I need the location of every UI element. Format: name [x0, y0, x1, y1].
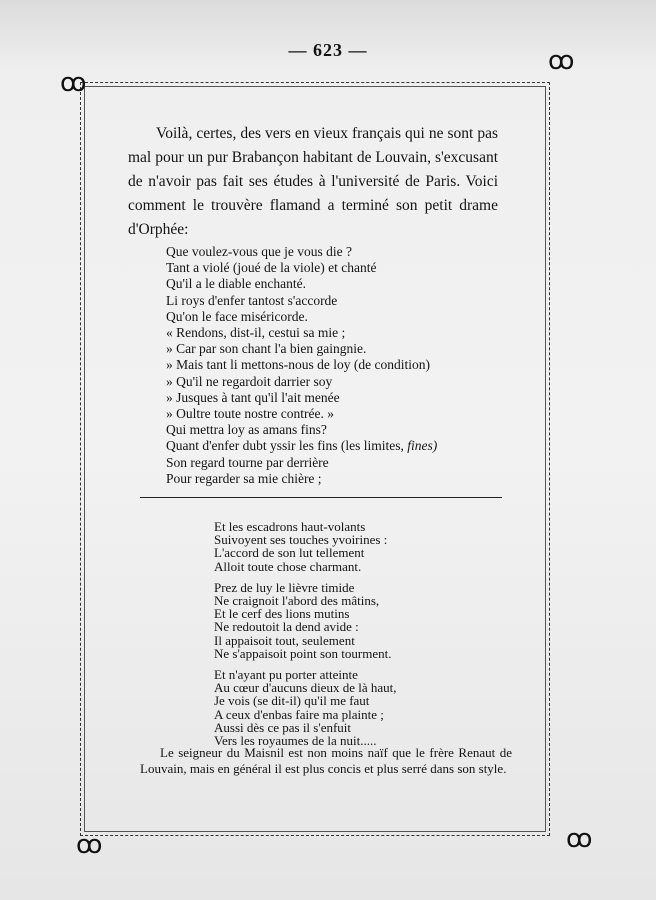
verse-line: A ceux d'enbas faire ma plainte ; [214, 706, 384, 722]
verse-line: Vers les royaumes de la nuit..... [214, 733, 377, 749]
verse-line: Alloit toute chose charmant. [214, 558, 362, 574]
section-divider [140, 497, 502, 498]
verse-line-text: Quant d'enfer dubt yssir les fins (les limites, [166, 438, 404, 454]
verse-gloss-italic: fines) [407, 438, 438, 454]
verse-maisnil [214, 520, 474, 755]
verse-line: » Jusques à tant qu'il l'ait menée [166, 389, 340, 405]
verse-line: Son regard tourne par derrière [166, 454, 329, 470]
verse-line: Tant a violé (joué de la viole) et chanté [166, 260, 377, 276]
page-number: — 623 — [288, 40, 368, 60]
verse-line: Ne s'appaisoit point son tourment. [214, 645, 392, 661]
verse-line: Au cœur d'aucuns dieux de là haut, [214, 680, 397, 696]
verse-line: » Car par son chant l'a bien gaingnie. [166, 341, 367, 357]
corner-ornament-top-left: ꝏ [60, 68, 87, 98]
intro-paragraph [128, 122, 498, 242]
closing-paragraph [140, 745, 512, 777]
verse-line: Et le cerf des lions mutins [214, 606, 350, 622]
verse-line: Que voulez-vous que je vous die ? [166, 244, 352, 259]
corner-ornament-top-right: ꝏ [548, 46, 575, 76]
verse-line: Prez de luy le lièvre timide [214, 579, 355, 595]
closing-text: Le seigneur du Maisnil est non moins naïf que le frère Renaut de Louvain, mais en général il est plus concis et plus serré dans son style. [140, 745, 512, 776]
verse-line-with-gloss [166, 438, 496, 454]
verse-line: Ne redoutoit la dend avide : [214, 619, 359, 635]
verse-line: Aussi dès ce pas il s'enfuit [214, 719, 352, 735]
stanza [214, 520, 474, 573]
verse-line: Qui mettra loy as amans fins? [166, 422, 327, 438]
verse-line: Je vois (se dit-il) qu'il me faut [214, 693, 370, 709]
verse-line: Et les escadrons haut-volants [214, 519, 366, 534]
verse-line: L'accord de son lut tellement [214, 545, 365, 561]
verse-line: Suivoyent ses touches yvoirines : [214, 532, 388, 548]
verse-orphee [166, 244, 496, 487]
verse-line: Il appaisoit tout, seulement [214, 632, 355, 648]
verse-line: Ne craignoit l'abord des mâtins, [214, 593, 380, 609]
verse-line: Qu'on le face miséricorde. [166, 308, 308, 324]
verse-line: Li roys d'enfer tantost s'accorde [166, 292, 338, 308]
verse-line: » Mais tant li mettons-nous de loy (de condition) [166, 357, 430, 373]
verse-line: Et n'ayant pu porter atteinte [214, 667, 358, 683]
verse-line: Pour regarder sa mie chière ; [166, 470, 322, 486]
verse-line: » Qu'il ne regardoit darrier soy [166, 373, 333, 389]
intro-text: Voilà, certes, des vers en vieux français qui ne sont pas mal pour un pur Brabançon habitant de Louvain, s'excusant de n'avoir pas fait ses études à l'université de Paris. Voici comment le trouvère flamand a terminé son petit drame d'Orphée: [128, 125, 498, 238]
verse-line: « Rendons, dist-il, cestui sa mie ; [166, 325, 346, 341]
stanza [214, 668, 474, 747]
corner-ornament-bottom-left: ꝏ [76, 830, 103, 860]
stanza [214, 581, 474, 660]
verse-line: » Oultre toute nostre contrée. » [166, 406, 334, 422]
verse-line: Qu'il a le diable enchanté. [166, 276, 306, 292]
corner-ornament-bottom-right: ꝏ [566, 824, 593, 854]
